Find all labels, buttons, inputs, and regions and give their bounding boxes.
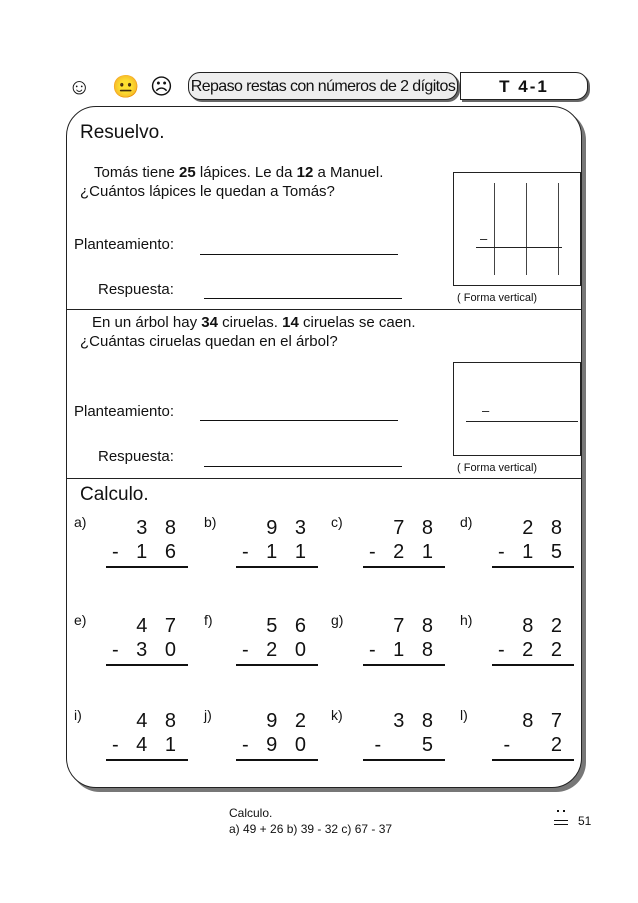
result-line[interactable] — [236, 566, 318, 568]
exercise-label: j) — [204, 707, 212, 723]
result-line[interactable] — [492, 566, 574, 568]
subtrahend: - 1 5 — [497, 541, 568, 563]
exercise-label: f) — [204, 612, 213, 628]
result-line[interactable] — [106, 566, 188, 568]
column-guide — [526, 183, 527, 275]
subtrahend: - 2 1 — [368, 541, 439, 563]
exercise-label: c) — [331, 514, 343, 530]
subtrahend: - 1 6 — [111, 541, 182, 563]
minus-sign: – — [480, 231, 488, 246]
glue-icon — [552, 810, 570, 830]
minuend: 7 8 — [393, 517, 439, 539]
worksheet-title: Repaso restas con números de 2 dígitos — [190, 78, 456, 95]
neutral-face-icon: 😐 — [112, 74, 140, 99]
sad-face-icon: ☹ — [150, 74, 173, 99]
subtrahend: - 2 2 — [497, 639, 568, 661]
planteamiento-answer-line[interactable] — [200, 420, 398, 421]
result-line[interactable] — [363, 566, 445, 568]
result-line[interactable] — [363, 664, 445, 666]
problem-2-statement: En un árbol hay 34 ciruelas. 14 ciruelas se caen. — [92, 314, 416, 331]
minuend: 9 3 — [266, 517, 312, 539]
exercise-label: l) — [460, 707, 468, 723]
result-line[interactable] — [492, 759, 574, 761]
result-line[interactable] — [363, 759, 445, 761]
subtrahend: - 2 — [503, 734, 568, 756]
exercise-label: k) — [331, 707, 343, 723]
result-bar — [466, 421, 578, 422]
minuend: 9 2 — [266, 710, 312, 732]
exercise-label: h) — [460, 612, 473, 628]
exercise-label: e) — [74, 612, 87, 628]
subtrahend: - 3 0 — [111, 639, 182, 661]
minuend: 8 7 — [522, 710, 568, 732]
section-divider — [66, 478, 582, 479]
respuesta-answer-line[interactable] — [204, 466, 402, 467]
exercise-label: b) — [204, 514, 217, 530]
result-line[interactable] — [236, 664, 318, 666]
minuend: 8 2 — [522, 615, 568, 637]
minuend: 5 6 — [266, 615, 312, 637]
problem-1-statement: Tomás tiene 25 lápices. Le da 12 a Manuel. — [94, 164, 384, 181]
minus-sign: – — [482, 403, 490, 418]
exercise-label: i) — [74, 707, 82, 723]
vertical-form-box[interactable] — [453, 172, 581, 286]
result-line[interactable] — [236, 759, 318, 761]
page-number: 51 — [578, 814, 592, 828]
subtrahend: - 1 1 — [241, 541, 312, 563]
subtrahend: - 1 8 — [368, 639, 439, 661]
planteamiento-label: Planteamiento: — [74, 236, 175, 253]
planteamiento-answer-line[interactable] — [200, 254, 398, 255]
respuesta-answer-line[interactable] — [204, 298, 402, 299]
respuesta-label: Respuesta: — [98, 281, 174, 298]
resuelvo-title: Resuelvo. — [80, 122, 165, 143]
happy-face-icon: ☺ — [68, 74, 91, 99]
vertical-form-caption: ( Forma vertical) — [457, 462, 538, 474]
exercise-label: d) — [460, 514, 473, 530]
exercise-label: a) — [74, 514, 87, 530]
minuend: 3 8 — [393, 710, 439, 732]
planteamiento-label: Planteamiento: — [74, 403, 175, 420]
calculo-title: Calculo. — [80, 484, 149, 505]
footer-title: Calculo. — [229, 806, 273, 820]
exercise-label: g) — [331, 612, 344, 628]
worksheet-code: T 4-1 — [499, 77, 549, 96]
minuend: 4 7 — [136, 615, 182, 637]
subtrahend: - 5 — [374, 734, 439, 756]
footer-exercises: a) 49 + 26 b) 39 - 32 c) 67 - 37 — [229, 822, 393, 836]
worksheet-title-box — [188, 72, 458, 100]
vertical-form-caption: ( Forma vertical) — [457, 292, 538, 304]
result-bar — [476, 247, 562, 248]
minuend: 3 8 — [136, 517, 182, 539]
problem-1-question: ¿Cuántos lápices le quedan a Tomás? — [80, 183, 335, 200]
respuesta-label: Respuesta: — [98, 448, 174, 465]
minuend: 4 8 — [136, 710, 182, 732]
problem-2-question: ¿Cuántas ciruelas quedan en el árbol? — [80, 333, 338, 350]
column-guide — [494, 183, 495, 275]
column-guide — [558, 183, 559, 275]
subtrahend: - 4 1 — [111, 734, 182, 756]
result-line[interactable] — [106, 759, 188, 761]
result-line[interactable] — [492, 664, 574, 666]
minuend: 2 8 — [522, 517, 568, 539]
result-line[interactable] — [106, 664, 188, 666]
worksheet-code-box — [460, 72, 588, 100]
minuend: 7 8 — [393, 615, 439, 637]
vertical-form-box[interactable] — [453, 362, 581, 456]
subtrahend: - 9 0 — [241, 734, 312, 756]
section-divider — [66, 309, 582, 310]
subtrahend: - 2 0 — [241, 639, 312, 661]
